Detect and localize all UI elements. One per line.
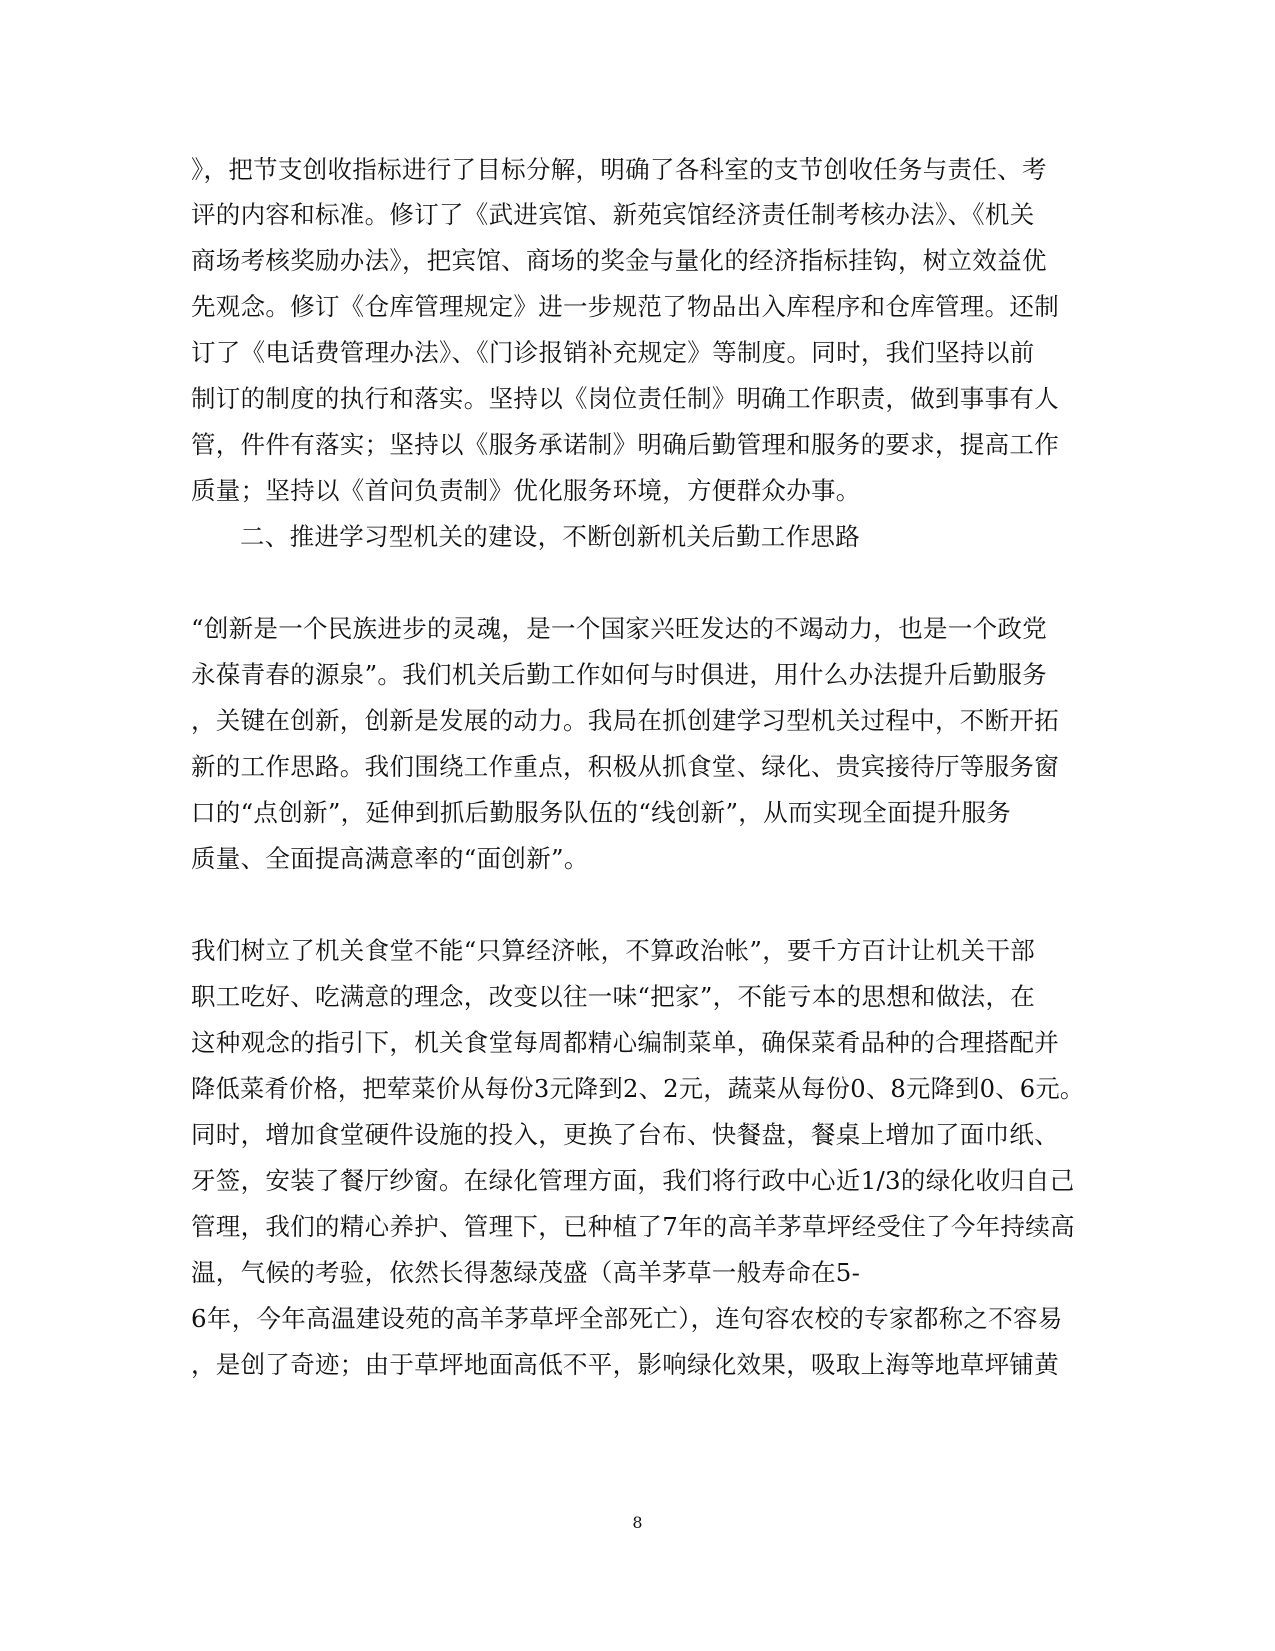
text-line: 订了《电话费管理办法》、《门诊报销补充规定》等制度。同时，我们坚持以前 xyxy=(191,338,1035,367)
text-line: 牙签，安装了餐厅纱窗。在绿化管理方面，我们将行政中心近1/3的绿化收归自己 xyxy=(191,1166,1075,1195)
text-line: 这种观念的指引下，机关食堂每周都精心编制菜单，确保菜肴品种的合理搭配并 xyxy=(191,1028,1059,1057)
text-line: 职工吃好、吃满意的理念，改变以往一味“把家”，不能亏本的思想和做法，在 xyxy=(191,982,1036,1011)
text-line: 新的工作思路。我们围绕工作重点，积极从抓食堂、绿化、贵宾接待厅等服务窗 xyxy=(191,752,1059,781)
text-line: 永葆青春的源泉”。我们机关后勤工作如何与时俱进，用什么办法提升后勤服务 xyxy=(191,660,1048,689)
section-heading: 二、推进学习型机关的建设，不断创新机关后勤工作思路 xyxy=(240,522,860,551)
text-line: 管理，我们的精心养护、管理下，已种植了7年的高羊茅草坪经受住了今年持续高 xyxy=(191,1212,1075,1241)
text-line: 6年，今年高温建设苑的高羊茅草坪全部死亡），连句容农校的专家都称之不容易 xyxy=(191,1304,1063,1333)
text-line: 我们树立了机关食堂不能“只算经济帐，不算政治帐”，要千方百计让机关干部 xyxy=(191,936,1036,965)
text-line: 管，件件有落实；坚持以《服务承诺制》明确后勤管理和服务的要求，提高工作 xyxy=(191,430,1059,459)
text-line: 口的“点创新”，延伸到抓后勤服务队伍的“线创新”，从而实现全面提升服务 xyxy=(191,798,1012,827)
text-line: 制订的制度的执行和落实。坚持以《岗位责任制》明确工作职责，做到事事有人 xyxy=(191,384,1059,413)
text-line: 质量、全面提高满意率的“面创新”。 xyxy=(191,844,589,873)
text-line: “创新是一个民族进步的灵魂，是一个国家兴旺发达的不竭动力，也是一个政党 xyxy=(191,614,1048,643)
page-number: 8 xyxy=(632,1513,643,1532)
text-line: 》，把节支创收指标进行了目标分解，明确了各科室的支节创收任务与责任、考 xyxy=(191,155,1047,184)
text-line: 降低菜肴价格，把荤菜价从每份3元降到2、2元，蔬菜从每份0、8元降到0、6元。 xyxy=(191,1075,1085,1103)
text-line: ，关键在创新，创新是发展的动力。我局在抓创建学习型机关过程中，不断开拓 xyxy=(191,706,1059,735)
text-line: 温，气候的考验，依然长得葱绿茂盛（高羊茅草一般寿命在5- xyxy=(191,1258,861,1287)
text-line: 评的内容和标准。修订了《武进宾馆、新苑宾馆经济责任制考核办法》、《机关 xyxy=(191,200,1035,229)
text-line: 同时，增加食堂硬件设施的投入，更换了台布、快餐盘，餐桌上增加了面巾纸、 xyxy=(191,1120,1059,1149)
text-line: 质量；坚持以《首问负责制》优化服务环境，方便群众办事。 xyxy=(191,476,861,505)
text-line: 先观念。修订《仓库管理规定》进一步规范了物品出入库程序和仓库管理。还制 xyxy=(191,292,1059,321)
text-line: ，是创了奇迹；由于草坪地面高低不平，影响绿化效果，吸取上海等地草坪铺黄 xyxy=(191,1350,1059,1379)
text-line: 商场考核奖励办法》，把宾馆、商场的奖金与量化的经济指标挂钩，树立效益优 xyxy=(191,246,1047,275)
